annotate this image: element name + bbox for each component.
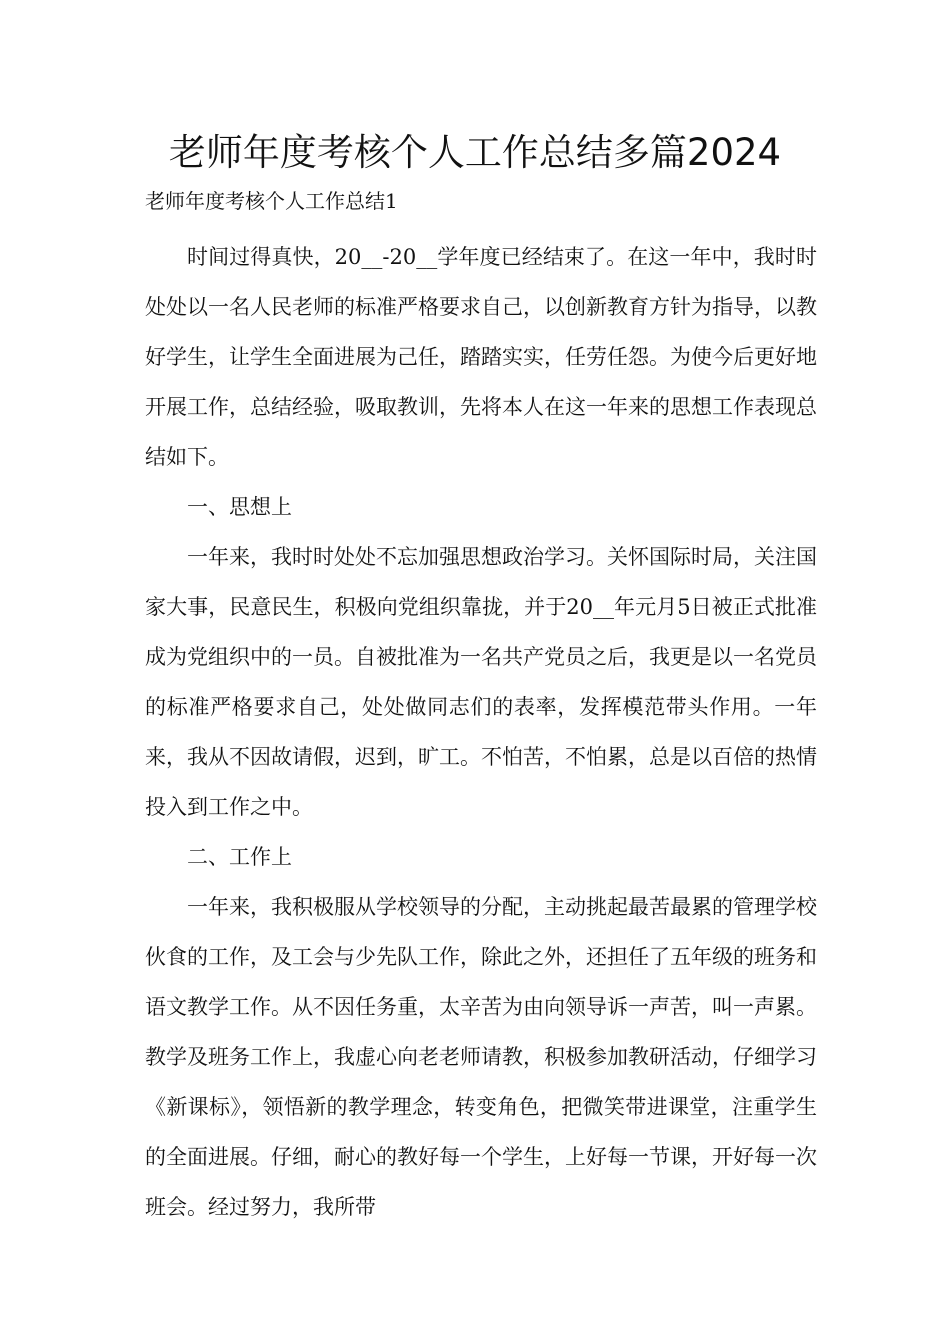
paragraph-intro: 时间过得真快，20__-20__学年度已经结束了。在这一年中，我时时处处以一名人民老师的标准严格要求自己，以创新教育方针为指导，以教好学生，让学生全面进展为己任，踏踏实实，任劳任怨。为使今后更好地开展工作，总结经验，吸取教训，先将本人在这一年来的思想工作表现总结如下。 — [145, 245, 817, 469]
paragraph-work: 一年来，我积极服从学校领导的分配，主动挑起最苦最累的管理学校伙食的工作，及工会与少先队工作，除此之外，还担任了五年级的班务和语文教学工作。从不因任务重，太辛苦为由向领导诉一声苦，叫一声累。教学及班务工作上，我虚心向老老师请教，积极参加教研活动，仔细学习《新课标》，领悟新的教学理念，转变角色，把微笑带进课堂，注重学生的全面进展。仔细，耐心的教好每一个学生，上好每一节课，开好每一次班会。经过努力，我所带 — [145, 895, 817, 1219]
section-heading-thought: 一、思想上 — [187, 495, 292, 519]
paragraph-thought: 一年来，我时时处处不忘加强思想政治学习。关怀国际时局，关注国家大事，民意民生，积极向党组织靠拢，并于20__年元月5日被正式批准成为党组织中的一员。自被批准为一名共产党员之后，我更是以一名党员的标准严格要求自己，处处做同志们的表率，发挥模范带头作用。一年来，我从不因故请假，迟到，旷工。不怕苦，不怕累，总是以百倍的热情投入到工作之中。 — [145, 545, 817, 819]
section-heading-work: 二、工作上 — [187, 845, 292, 869]
document-subtitle: 老师年度考核个人工作总结1 — [145, 189, 398, 213]
document-title: 老师年度考核个人工作总结多篇2024 — [168, 131, 782, 174]
document-body — [145, 232, 817, 1232]
